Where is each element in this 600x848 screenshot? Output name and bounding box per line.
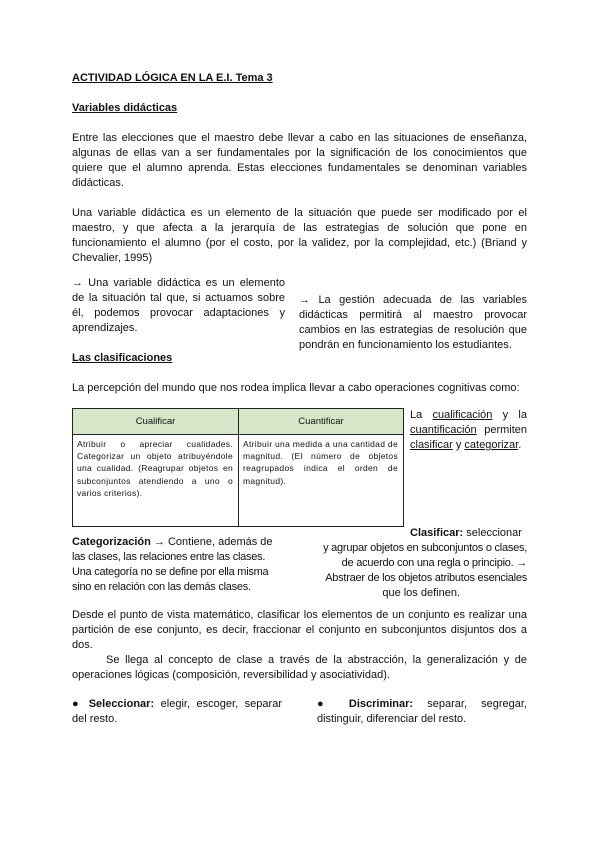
heading-variables-didacticas: Variables didácticas [72,102,178,114]
table-cell-cuantificar: Atribuir una medida a una cantidad de magnitud. (El número de objetos reagrupados indica el orden de magnitud). [239,435,404,527]
note-variable-elemento: → Una variable didáctica es un elemento de la situación tal que, si actuamos sobre él, podemos provocar adaptaciones y aprendizajes. [72,277,285,334]
side-note-word: y la [502,409,527,421]
clasificar-line-4: Abstraer de los objetos atributos esenciales [325,572,527,584]
paragraph-definicion-variable: Una variable didáctica es un elemento de la situación que puede ser modificado por el maestro, y que afecta a la jerarquía de las estrategias de solución que pone en funcionamiento el alumno (por el costo, por la validez, por la complejidad, etc.) (Briand y Chevalier, 1995) [72,207,527,264]
definition-text: elegir, escoger, separar [160,698,282,710]
table-header-row [73,409,404,435]
heading-clasificaciones: Las clasificaciones [72,352,173,364]
categorizacion-term: Categorización [72,536,151,548]
table-header-cualificar: Cualificar [73,409,239,435]
side-note-period: . [518,439,522,451]
paragraph-concepto-de-clase: Se llega al concepto de clase a través de la abstracción, la generalización y de operaciones lógicas (composición, reversibilidad y asociatividad). [72,654,527,681]
side-note-line [410,438,521,453]
definition-text: → Contiene, además de [150,536,273,548]
categorizacion-line-4: sino en relación con las demás clases. [72,581,251,593]
clasificar-line-2: y agrupar objetos en subconjuntos o clases, [323,542,527,554]
side-note-term-cuantificacion: cuantificación [410,424,477,436]
table-header-cuantificar: Cuantificar [239,409,404,435]
discriminar-line-2: distinguir, diferenciar del resto. [317,713,467,725]
table-row [73,435,404,527]
document-title: ACTIVIDAD LÓGICA EN LA E.I. Tema 3 [72,72,273,84]
seleccionar-term: Seleccionar: [88,698,155,710]
side-note-word: y [455,439,462,451]
side-note-word: La [410,409,423,421]
paragraph-punto-de-vista-matematico: Desde el punto de vista matemático, clasificar los elementos de un conjunto es realizar una partición de ese conjunto, es decir, fraccionar el conjunto en subconjuntos disjuntos dos a dos. [72,609,527,651]
table-cell-cualificar: Atribuir o apreciar cualidades. Categorizar un objeto atribuyéndole una cualidad. (Reagrupar objetos en subconjuntos atendiendo a uno o varios criterios). [73,435,239,527]
categorizacion-line-1 [72,535,273,550]
side-note-word: permiten [484,424,527,436]
paragraph-percepcion: La percepción del mundo que nos rodea implica llevar a cabo operaciones cognitivas como: [72,382,520,394]
discriminar-term: Discriminar: [348,698,414,710]
clasificar-line-1 [410,526,522,541]
side-note-term-clasificar: clasificar [410,439,453,451]
side-note-term-categorizar: categorizar [464,439,519,451]
clasificar-line-5: que los definen. [382,587,460,599]
note-gestion-variables: → La gestión adecuada de las variables didácticas permitirá al maestro provocar cambios en las estrategias de resolución que pondrán en funcionamiento los estudiantes. [299,294,527,351]
side-note-line [410,408,527,423]
clasificar-line-3: de acuerdo con una regla o principio. → [341,557,527,569]
bullet-icon: ● [317,698,335,710]
side-note-line [410,423,527,438]
definition-text: seleccionar [466,527,522,539]
side-note-term-cualificacion: cualificación [432,409,493,421]
cualificar-cuantificar-table [72,408,404,527]
bullet-icon: ● [72,698,83,710]
clasificar-term: Clasificar: [410,527,464,539]
categorizacion-line-2: las clases, las relaciones entre las clases. [72,551,266,563]
seleccionar-line-2: del resto. [72,713,118,725]
categorizacion-line-3: Una categoría no se define por ella misma [72,566,269,578]
paragraph-elecciones: Entre las elecciones que el maestro debe llevar a cabo en las situaciones de enseñanza, algunas de ellas van a ser fundamentales por la significación de los conocimientos que quiere que el alumno aprenda. Estas elecciones fundamentales se denominan variables didácticas. [72,132,527,189]
discriminar-line-1 [317,697,527,712]
definition-text: separar, segregar, [427,698,528,710]
seleccionar-line-1 [72,697,282,712]
